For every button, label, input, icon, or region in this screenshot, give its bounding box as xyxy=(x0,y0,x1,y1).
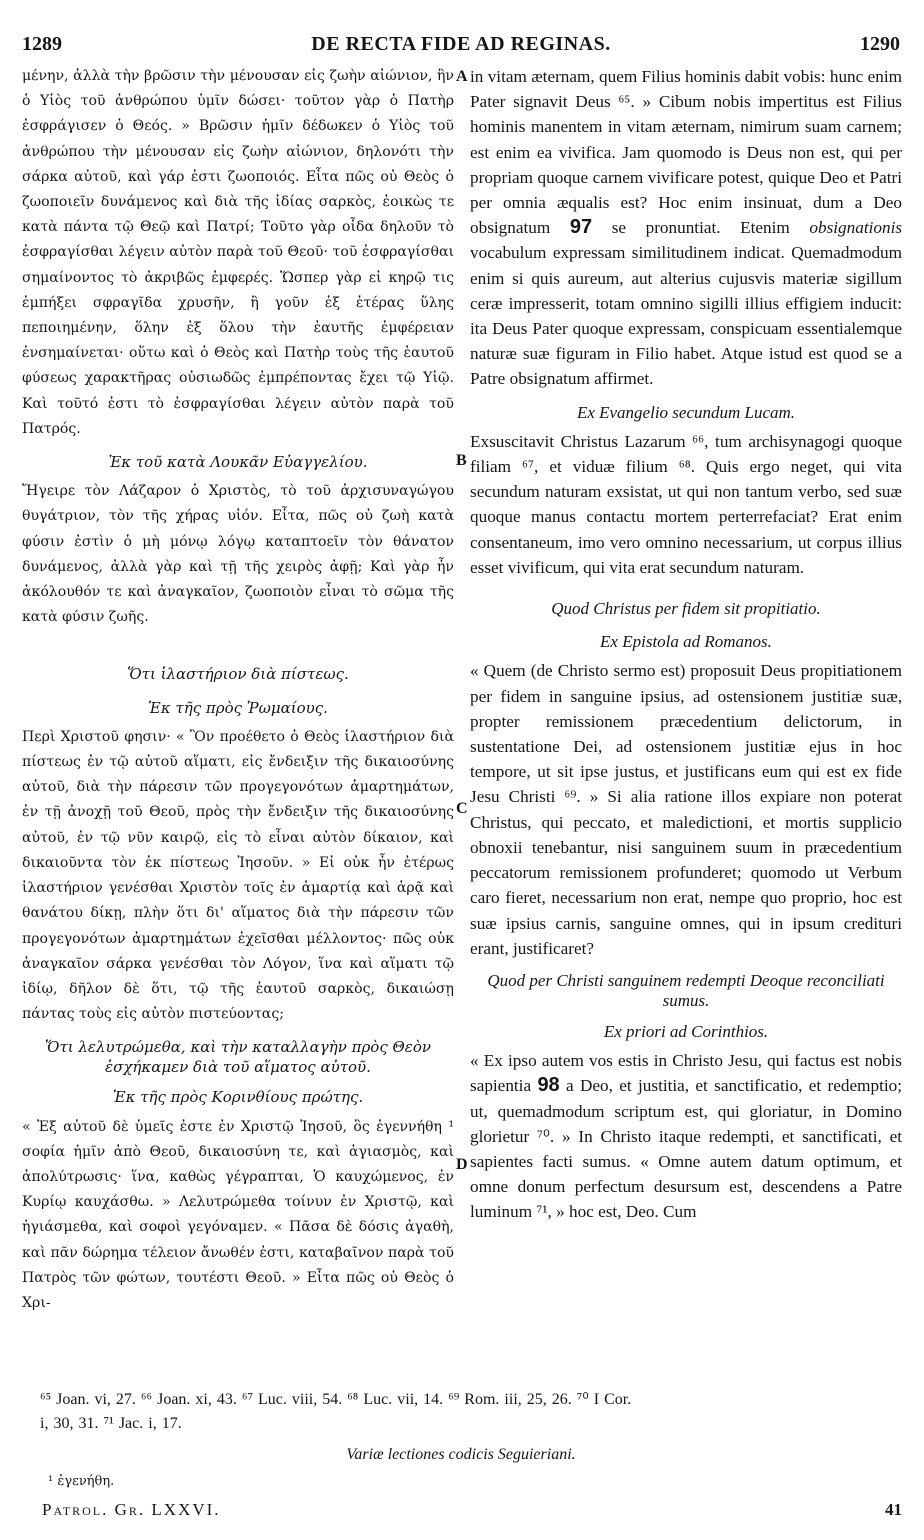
latin-heading-corinthians: Ex priori ad Corinthios. xyxy=(603,1021,769,1041)
greek-heading-corinthians: Ἐκ τῆς πρὸς Κορινθίους πρώτης. xyxy=(112,1088,364,1107)
latin-paragraph-4-cont: a Deo, et justitia, et sanctificatio, et redemptio; ut, quemadmodum scriptum est, qui gloriatur, in Domino glorietur ⁷⁰. » In Christo itaque redempti, et sanctificati, et sapientes facti sumus. « Omne autem datum optimum, et omne donum perfectum desursum est, descendens a Patre luminum ⁷¹, » hoc est, Deo. Cum xyxy=(470,1076,903,1222)
running-header xyxy=(22,30,900,58)
signature-mark: Patrol. Gr. LXXVI. xyxy=(42,1500,221,1519)
latin-italic-term: obsignationis xyxy=(809,218,903,238)
latin-heading-propitiation: Quod Christus per fidem sit propitiatio. xyxy=(551,599,821,619)
section-marker-c: C xyxy=(456,800,468,817)
inline-column-number-98: 98 xyxy=(537,1074,560,1097)
page xyxy=(22,30,903,1520)
right-column-number: 1290 xyxy=(860,32,900,55)
greek-heading-redemption: Ὅτι λελυτρώμεθα, καὶ τὴν καταλλαγὴν πρὸς Θεὸν ἐσχήκαμεν διὰ τοῦ αἵματος αὐτοῦ. xyxy=(45,1038,431,1077)
greek-column xyxy=(22,64,454,1316)
latin-heading-luke: Ex Evangelio secundum Lucam. xyxy=(576,402,796,422)
latin-paragraph-2: Exsuscitavit Christus Lazarum ⁶⁶, tum archisynagogi quoque filiam ⁶⁷, et viduæ filium ⁶⁸. Quis ergo neget, qui vita secundum naturam exsistat, ut qui non tantum verbo, sed suæ quoque manus contactu mortem perterrefaciat? Erat enim consentaneum, imo vero omnino necessarium, ut corpus illius esset vivificum, qui vita erat secundum naturam. xyxy=(470,431,902,577)
latin-paragraph-4 xyxy=(470,1048,902,1224)
inline-column-number-97: 97 xyxy=(569,216,593,239)
greek-paragraph-3: Περὶ Χριστοῦ φησιν· « Ὃν προέθετο ὁ Θεὸς ἱλαστήριον διὰ πίστεως ἐν τῷ αὐτοῦ αἵματι, εἰς ἔνδειξιν τῆς δικαιοσύνης αὐτοῦ, διὰ τὴν πάρεσιν τῶν προγεγονότων ἁμαρτημάτων, ἐν τῇ ἀνοχῇ τοῦ Θεοῦ, πρὸς τὴν ἔνδειξιν τῆς δικαιοσύνης αὐτοῦ, ἐν τῷ νῦν καιρῷ, εἰς τὸ εἶναι αὐτὸν δίκαιον, καὶ δικαιοῦντα τὸν ἐκ πίστεως Ἰησοῦν. » Εἰ οὐκ ἦν ἑτέρως ἱλαστήριον γενέσθαι Χριστὸν τοῖς ἐν ἁμαρτίᾳ καὶ ἀρᾷ καὶ θανάτου δίκῃ, πλὴν ὅτι δι' αἵματος διὰ τὴν πάρεσιν τῶν προγεγονότων ἁμαρτημάτων ἐχεῖσθαι μέλλοντος· πῶς οὐκ ἀναγκαῖον σάρκα γενέσθαι τὸν Λόγον, ἵνα καὶ αἵματι τῷ ἰδίῳ, δῆλον δὲ ὅτι, τῷ τῆς ἑαυτοῦ σαρκὸς, δικαιώσῃ πάντας τοὺς εἰς αὐτὸν πιστεύοντας; xyxy=(22,728,454,1023)
greek-heading-romans: Ἐκ τῆς πρὸς Ῥωμαίους. xyxy=(148,698,328,717)
latin-paragraph-1-text: in vitam æternam, quem Filius hominis dabit vobis: hunc enim Pater signavit Deus ⁶⁵. » Cibum nobis impertitus est Filius hominis manentem in vitam æternam, nimirum suam carnem; est enim ea vivifica. Jam quomodo is Deus non est, qui per propriam quoque carnem vivificare potest, quique Deo et Patri per omnia æqualis est? Hoc enim insinuat, dum a Deo obsignatum xyxy=(470,67,902,238)
latin-paragraph-4-text: « Ex ipso autem vos estis in Christo Jesu, qui factus est nobis sapientia xyxy=(470,1051,902,1096)
section-marker-a: A xyxy=(456,68,468,85)
greek-paragraph-4: « Ἐξ αὐτοῦ δὲ ὑμεῖς ἐστε ἐν Χριστῷ Ἰησοῦ, ὃς ἐγεννήθη ¹ σοφία ἡμῖν ἀπὸ Θεοῦ, δικαιοσύνη τε, καὶ ἁγιασμὸς, καὶ ἀπολύτρωσις· ἵνα, καθὼς γέγραπται, Ὁ καυχώμενος, ἐν Κυρίῳ καυχάσθω. » Λελυτρώμεθα τοίνυν ἐν Χριστῷ, καὶ ἡγιάσμεθα, καὶ σοφοὶ γεγόναμεν. « Πᾶσα δὲ δόσις ἀγαθὴ, καὶ πᾶν δώρημα τέλειον ἄνωθέν ἐστι, καταβαῖνον παρὰ τοῦ Πατρὸς τῶν φώτων, τουτέστι Θεοῦ. » Εἶτα πῶς οὐ Θεὸς ὁ Χρι- xyxy=(22,1118,454,1311)
latin-heading-redemption: Quod per Christi sanguinem redempti Deoque reconciliati sumus. xyxy=(487,970,885,1010)
greek-heading-luke: Ἐκ τοῦ κατὰ Λουκᾶν Εὐαγγελίου. xyxy=(108,453,368,472)
latin-paragraph-1-end: vocabulum expressam similitudinem indicat. Quemadmodum enim si quis aureum, aut alterius cujusvis materiæ sigillum ceræ impresserit, totam omnino sigilli illius effigiem inducit: ita Deus Pater quoque expressam, conspicuam essentialemque naturæ suæ figuram in Filio habet. Atque istud est quod se a Patre obsignatum affirmet. xyxy=(470,243,902,389)
latin-paragraph-3: « Quem (de Christo sermo est) proposuit Deus propitiationem per fidem in sanguine ipsius, ad ostensionem justitiæ suæ, propter remissionem præcedentium delictorum, in sustentatione Dei, ad ostensionem justitiæ ejus in hoc tempore, ut sit ipse justus, et justificans eum qui est ex fide Jesu Christi ⁶⁹. » Si alia ratione illos expiare non poterat Christus, qui peccato, et maledictioni, et mortis supplicio obnoxii tenebantur, nisi sanguinem suum in præcedentium peccatorum remissionem profunderet; quomodo ut Verbum caro fieret, necessarium non erat, nempe quo proprio, hoc est suæ ipsius carnis, sanguine omnes, qui in ipsum crediturі erant, justificaret? xyxy=(470,661,902,958)
scripture-footnotes xyxy=(40,1388,900,1436)
greek-heading-propitiation: Ὅτι ἱλαστήριον διὰ πίστεως. xyxy=(127,665,349,684)
variant-readings-title: Variæ lectiones codicis Seguieriani. xyxy=(346,1446,576,1463)
latin-paragraph-1-cont: se pronuntiat. Etenim xyxy=(611,218,790,238)
section-marker-d: D xyxy=(456,1156,468,1173)
sheet-number: 41 xyxy=(885,1500,902,1519)
greek-paragraph-1: μένην, ἀλλὰ τὴν βρῶσιν τὴν μένουσαν εἰς ζωὴν αἰώνιον, ἣν ὁ Υἱὸς τοῦ ἀνθρώπου ὑμῖν δώσει· τοῦτον γὰρ ὁ Πατὴρ ἐσφράγισεν ὁ Θεός. » Βρῶσιν ἡμῖν δέδωκεν ὁ Υἱὸς τοῦ ἀνθρώπου τὴν μένουσαν εἰς ζωὴν αἰώνιον, δηλονότι τὴν σάρκα αὐτοῦ, καὶ γάρ ἐστι ζωοποιός. Εἶτα πῶς οὐ Θεὸς ὁ ζωοποιεῖν δυνάμενος καὶ διὰ τῆς ἰδίας σαρκὸς, ἐοικὼς τε κατὰ πάντα τῷ Θεῷ καὶ Πατρί; Τοῦτο γὰρ οἶδα δηλοῦν τὸ ἐσφραγίσθαι λέγειν αὐτὸν παρὰ τοῦ Θεοῦ· τοῦ ἐσφραγίσθαι σημαίνοντος τὸ ἀκριβῶς ἐμφερές. Ὥσπερ γὰρ εἰ κηρῷ τις ἐμπήξει σφραγῖδα χρυσῆν, ἢ γοῦν ἐξ ἑτέρας ὕλης πεποιημένην, ὅλην ἐξ ὅλου τὴν ἑαυτῆς ἐμφέρειαν ἐνσημαίνεται· οὕτω καὶ ὁ Θεὸς καὶ Πατὴρ τοὺς τῆς ἑαυτοῦ φύσεως χαρακτῆρας οὐσιωδῶς ἐμπρέποντας ἔχει τῷ Υἱῷ. Καὶ τοῦτό ἐστι τὸ ἐσφραγίσθαι λέγειν αὐτὸν παρὰ τοῦ Πατρός. xyxy=(22,68,454,437)
footnote-line-1: ⁶⁵ Joan. vi, 27. ⁶⁶ Joan. xi, 43. ⁶⁷ Luc. viii, 54. ⁶⁸ Luc. vii, 14. ⁶⁹ Rom. iii, 25, 26. ⁷⁰ I Cor. xyxy=(40,1391,632,1408)
latin-paragraph-1 xyxy=(470,64,902,392)
latin-column xyxy=(470,64,902,1225)
latin-heading-romans: Ex Epistola ad Romanos. xyxy=(600,632,772,652)
variant-reading-note: ¹ ἐγενήθη. xyxy=(48,1474,115,1489)
left-column-number: 1289 xyxy=(22,32,62,55)
bottom-line xyxy=(42,1500,902,1520)
section-marker-b: B xyxy=(456,452,467,469)
running-title: DE RECTA FIDE AD REGINAS. xyxy=(311,32,611,55)
footnote-line-2: i, 30, 31. ⁷¹ Jac. i, 17. xyxy=(40,1415,182,1432)
greek-paragraph-2: Ἤγειρε τὸν Λάζαρον ὁ Χριστὸς, τὸ τοῦ ἀρχισυναγώγου θυγάτριον, τὸν τῆς χήρας υἱόν. Εἶτα, πῶς οὐ ζωὴ κατὰ φύσιν ἐστὶν ὁ μὴ μόνῳ λόγῳ καταπτοεῖν τὸν θάνατον δυνάμενος, ἀλλὰ γὰρ καὶ τῇ τῆς χειρὸς ἀφῇ; Καὶ γὰρ ἦν ἀκόλουθόν τε καὶ ἀναγκαῖον, ζωοποιὸν εἶναι τὸ σῶμα τῆς κατὰ φύσιν ζωῆς. xyxy=(22,483,454,626)
